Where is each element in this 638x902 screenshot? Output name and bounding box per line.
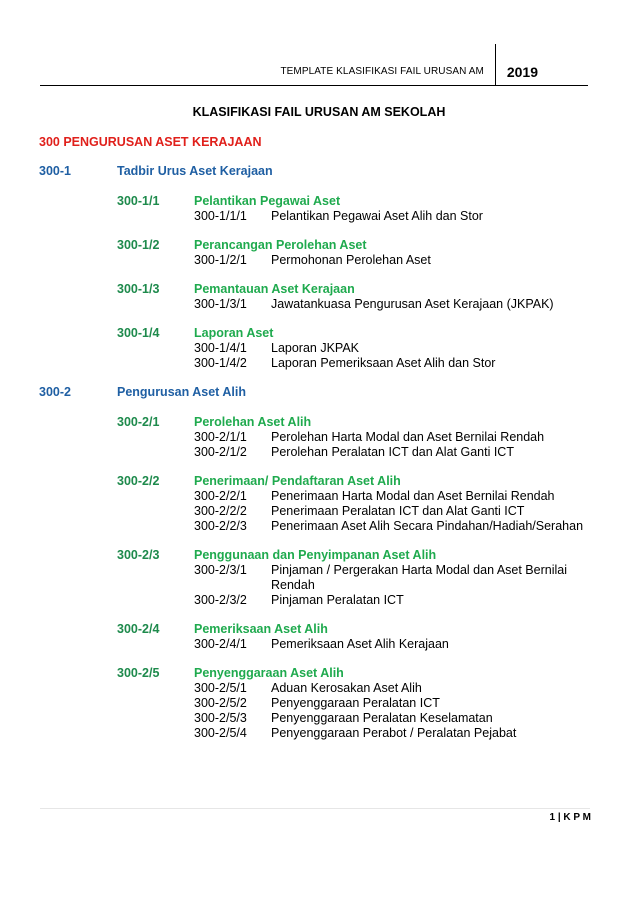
- file-code: 300-2/5/3: [194, 711, 247, 725]
- group-title: Pelantikan Pegawai Aset: [194, 194, 341, 208]
- page-header: [40, 44, 588, 86]
- classification-list: [0, 164, 638, 741]
- file-item: [0, 726, 638, 741]
- main-heading: 300 PENGURUSAN ASET KERAJAAN: [39, 135, 262, 149]
- section-code: 300-2: [39, 385, 71, 399]
- file-code: 300-1/4/1: [194, 341, 247, 355]
- file-code: 300-2/5/4: [194, 726, 247, 740]
- file-group: [0, 326, 638, 371]
- file-group: [0, 474, 638, 534]
- page-title: KLASIFIKASI FAIL URUSAN AM SEKOLAH: [192, 105, 446, 119]
- group-heading: [0, 326, 638, 341]
- file-group: [0, 415, 638, 460]
- group-code: 300-2/1: [117, 415, 160, 429]
- header-divider: [495, 44, 496, 86]
- group-title: Penyenggaraan Aset Alih: [194, 666, 344, 680]
- group-code: 300-1/4: [117, 326, 160, 340]
- header-rule: [40, 85, 588, 86]
- file-title: Pinjaman Peralatan ICT: [271, 593, 404, 607]
- group-title: Perancangan Perolehan Aset: [194, 238, 367, 252]
- file-code: 300-1/1/1: [194, 209, 247, 223]
- file-item: [0, 711, 638, 726]
- group-title: Laporan Aset: [194, 326, 274, 340]
- file-title: Penerimaan Harta Modal dan Aset Bernilai Rendah: [271, 489, 555, 503]
- file-title: Penerimaan Peralatan ICT dan Alat Ganti ICT: [271, 504, 525, 518]
- file-item: [0, 696, 638, 711]
- file-title: Laporan Pemeriksaan Aset Alih dan Stor: [271, 356, 496, 370]
- file-item: [0, 593, 638, 608]
- file-code: 300-2/2/1: [194, 489, 247, 503]
- file-title: Jawatankuasa Pengurusan Aset Kerajaan (JKPAK): [271, 297, 554, 311]
- file-code: 300-2/5/2: [194, 696, 247, 710]
- file-title: Pelantikan Pegawai Aset Alih dan Stor: [271, 209, 483, 223]
- file-title: Penyenggaraan Peralatan ICT: [271, 696, 440, 710]
- group-heading: [0, 622, 638, 637]
- file-title: Penyenggaraan Perabot / Peralatan Pejabat: [271, 726, 517, 740]
- file-title: Penerimaan Aset Alih Secara Pindahan/Hadiah/Serahan: [271, 519, 584, 533]
- group-code: 300-2/3: [117, 548, 160, 562]
- file-code: 300-1/2/1: [194, 253, 247, 267]
- file-code: 300-1/3/1: [194, 297, 247, 311]
- file-item: [0, 356, 638, 371]
- group-title: Penggunaan dan Penyimpanan Aset Alih: [194, 548, 437, 562]
- file-code: 300-2/4/1: [194, 637, 247, 651]
- file-item: [0, 637, 638, 652]
- page-number: 1 | K P M: [549, 812, 591, 823]
- file-title: Aduan Kerosakan Aset Alih: [271, 681, 422, 695]
- file-code: 300-2/3/1: [194, 563, 247, 577]
- section: [0, 385, 638, 741]
- group-code: 300-2/2: [117, 474, 160, 488]
- file-group: [0, 548, 638, 608]
- file-title: Pinjaman / Pergerakan Harta Modal dan Aset Bernilai Rendah: [271, 563, 567, 592]
- file-code: 300-1/4/2: [194, 356, 247, 370]
- file-item: [0, 563, 638, 593]
- group-title: Pemeriksaan Aset Alih: [194, 622, 328, 636]
- footer-rule: [40, 808, 590, 809]
- template-label: TEMPLATE KLASIFIKASI FAIL URUSAN AM: [280, 66, 484, 77]
- file-code: 300-2/1/1: [194, 430, 247, 444]
- section: [0, 164, 638, 371]
- file-code: 300-2/5/1: [194, 681, 247, 695]
- file-group: [0, 666, 638, 741]
- section-heading: [0, 164, 638, 186]
- file-title: Perolehan Harta Modal dan Aset Bernilai Rendah: [271, 430, 545, 444]
- file-item: [0, 681, 638, 696]
- group-heading: [0, 194, 638, 209]
- file-item: [0, 504, 638, 519]
- file-code: 300-2/3/2: [194, 593, 247, 607]
- group-heading: [0, 415, 638, 430]
- file-code: 300-2/1/2: [194, 445, 247, 459]
- file-code: 300-2/2/2: [194, 504, 247, 518]
- group-heading: [0, 238, 638, 253]
- file-item: [0, 489, 638, 504]
- group-title: Penerimaan/ Pendaftaran Aset Alih: [194, 474, 401, 488]
- section-title: Tadbir Urus Aset Kerajaan: [117, 164, 273, 178]
- file-item: [0, 341, 638, 356]
- file-title: Penyenggaraan Peralatan Keselamatan: [271, 711, 493, 725]
- group-code: 300-1/3: [117, 282, 160, 296]
- file-item: [0, 209, 638, 224]
- file-item: [0, 430, 638, 445]
- group-title: Perolehan Aset Alih: [194, 415, 312, 429]
- group-code: 300-1/1: [117, 194, 160, 208]
- section-code: 300-1: [39, 164, 71, 178]
- file-title: Perolehan Peralatan ICT dan Alat Ganti ICT: [271, 445, 514, 459]
- file-group: [0, 622, 638, 652]
- file-item: [0, 519, 638, 534]
- file-title: Pemeriksaan Aset Alih Kerajaan: [271, 637, 449, 651]
- file-group: [0, 194, 638, 224]
- file-title: Laporan JKPAK: [271, 341, 360, 355]
- file-group: [0, 282, 638, 312]
- group-title: Pemantauan Aset Kerajaan: [194, 282, 355, 296]
- group-heading: [0, 474, 638, 489]
- group-code: 300-2/5: [117, 666, 160, 680]
- file-title: Permohonan Perolehan Aset: [271, 253, 431, 267]
- file-group: [0, 238, 638, 268]
- file-item: [0, 445, 638, 460]
- group-heading: [0, 666, 638, 681]
- header-year: 2019: [506, 64, 538, 80]
- section-title: Pengurusan Aset Alih: [117, 385, 246, 399]
- group-code: 300-2/4: [117, 622, 160, 636]
- file-item: [0, 297, 638, 312]
- group-code: 300-1/2: [117, 238, 160, 252]
- file-code: 300-2/2/3: [194, 519, 247, 533]
- group-heading: [0, 548, 638, 563]
- section-heading: [0, 385, 638, 407]
- file-item: [0, 253, 638, 268]
- group-heading: [0, 282, 638, 297]
